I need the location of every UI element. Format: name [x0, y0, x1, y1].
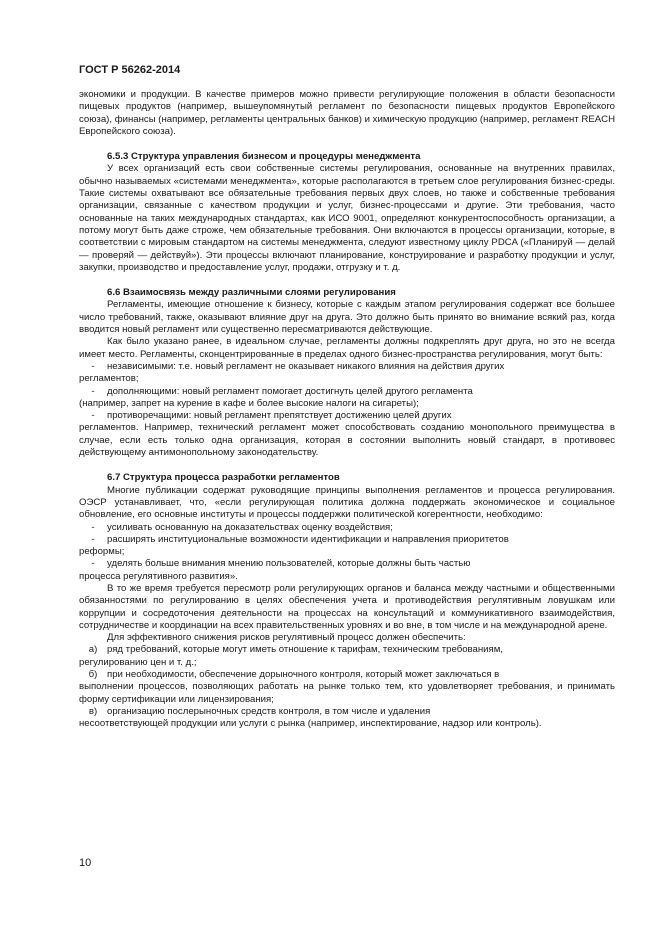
paragraph-6-6-a: Регламенты, имеющие отношение к бизнесу, которые с каждым этапом регулирования содержат все большее число требований, также, оказывают влияние друг на друга. Это должно быть принято во внимание всякий раз, когда вводится новый регламент или существенно пересматриваются действующие. — [79, 299, 615, 336]
list-item: а) ряд требований, которые могут иметь отношение к тарифам, техническим требованиям, — [88, 644, 503, 656]
list-item: - дополняющими: новый регламент помогает достигнуть целей другого регламента — [91, 385, 473, 397]
page-body — [79, 89, 615, 731]
list-item-continuation: несоответствующей продукции или услуги с рынка (например, инспектирование, надзор или контроль). — [79, 718, 542, 730]
list-item-continuation: реформы; — [79, 546, 125, 558]
list-item: - противоречащими: новый регламент препятствует достижению целей других — [91, 410, 452, 422]
document-header: ГОСТ Р 56262-2014 — [79, 64, 181, 76]
list-item-continuation: регламентов; — [79, 373, 139, 385]
list-item: - уделять больше внимания мнению пользователей, которые должны быть частью — [91, 558, 471, 570]
list-item: - расширять институциональные возможности идентификации и направления приоритетов — [91, 533, 509, 545]
page-number: 10 — [79, 857, 92, 869]
list-item-continuation: (например, запрет на курение в кафе и более высокие налоги на сигареты); — [79, 397, 419, 409]
list-6-7-a — [79, 522, 615, 583]
paragraph-6-6-b: Как было указано ранее, в идеальном случае, регламенты должны подкреплять друг друга, но это не всегда имеет место. Регламенты, сконцентрированные в пределах одного бизнес-пространства регулирования, могут быть: — [79, 336, 615, 360]
paragraph-intro: экономики и продукции. В качестве примеров можно привести регулирующие положения в области безопасности пищевых продуктов (например, вышеупомянутый регламент по безопасности пищевых продуктов Европейского союза), финансы (например, регламенты центральных банков) и химическую продукцию (например, регламент REACH Европейского союза). — [79, 89, 615, 137]
list-item-continuation: выполнении процессов, позволяющих работать на рынке только тем, кто удовлетворяет требования, и принимать форму сертификации или лицензирования; — [79, 681, 615, 705]
paragraph-6-7-a: Многие публикации содержат руководящие принципы выполнения регламентов и процесса регулирования. ОЭСР устанавливает, что, «если регулирующая политика должна поддержать экономическое и социальное обновление, его основные институты и процессы поддержки политической когерентности, необходимо: — [79, 484, 615, 521]
paragraph-6-5-3: У всех организаций есть свои собственные системы регулирования, основанные на внутренних правилах, обычно называемых «системами менеджмента», которые располагаются в третьем слое регулирования бизнес-среды. Такие системы охватывают все обязательные требования первых двух слоев, но также и собственные требования организации, связанные с качеством продукции и услуг, бизнес-процессами и другие. Эти требования, часто основанные на таких международных стандартах, как ИСО 9001, определяют конкурентоспособность организации, а потому могут быть даже строже, чем обязательные требования. Они включаются в процессы организации, которые, в соответствии с мировым стандартом на системы менеджмента, следуют известному циклу PDCA («Планируй — делай — проверяй — действуй»). Эти процессы включают планирование, конструирование и разработку продукции и услуг, закупки, производство и предоставление услуг, продажи, отгрузку и т. д. — [79, 163, 615, 273]
list-item-continuation: регулированию цен и т. д.; — [79, 656, 197, 668]
section-heading-6-6: 6.6 Взаимосвязь между различными слоями регулирования — [107, 287, 396, 299]
list-item-continuation: регламентов. Например, технический регламент может способствовать созданию монопольного преимущества в случае, если есть только одна организация, которая в состоянии выполнить новый стандарт, в противовес действующему антимонопольному законодательству. — [79, 422, 615, 459]
section-heading-6-5-3: 6.5.3 Структура управления бизнесом и процедуры менеджмента — [107, 151, 421, 163]
paragraph-6-7-c: Для эффективного снижения рисков регулятивный процесс должен обеспечить: — [107, 632, 466, 644]
list-item: б) при необходимости, обеспечение дорыночного контроля, который может заключаться в — [88, 669, 500, 681]
list-6-7-b — [79, 644, 615, 730]
list-6-6 — [79, 361, 615, 459]
list-item: - усиливать основанную на доказательствах оценку воздействия; — [91, 521, 393, 533]
paragraph-6-7-b: В то же время требуется пересмотр роли регулирующих органов и баланса между частными и общественными обязанностями по регулированию в целях обеспечения учета и противодействия регулятивным ловушкам или коррупции и сосредоточения деятельности на процессах на консультаций и коммуникативного взаимодействия, сотрудничестве и координации на всех правительственных уровнях и во вне, в том числе и на международной арене. — [79, 582, 615, 631]
list-item: в) организацию послерыночных средств контроля, в том числе и удаления — [88, 705, 431, 717]
list-item: - независимыми: т.е. новый регламент не оказывает никакого влияния на действия других — [91, 360, 505, 372]
section-heading-6-7: 6.7 Структура процесса разработки регламентов — [107, 472, 340, 484]
list-item-continuation: процесса регулятивного развития». — [79, 570, 238, 582]
